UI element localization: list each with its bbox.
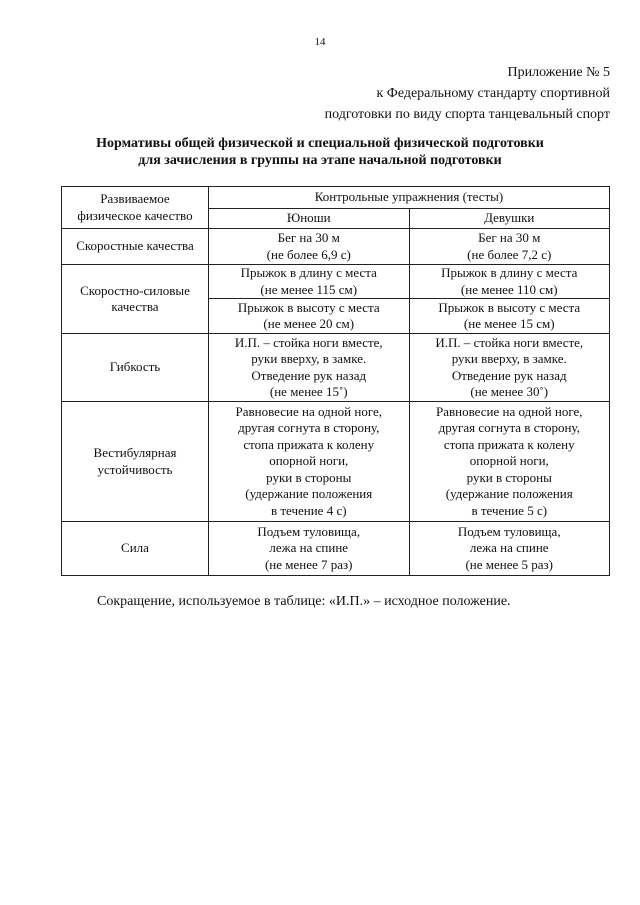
cell-line: Отведение рук назад bbox=[251, 367, 367, 383]
cell-line: (не менее 5 раз) bbox=[465, 556, 554, 572]
table-row bbox=[62, 229, 610, 265]
cell-line: Равновесие на одной ноге, bbox=[435, 403, 583, 419]
cell-line: Подъем туловища, bbox=[457, 523, 561, 539]
cell-line: лежа на спине bbox=[469, 540, 549, 556]
cell-line: Подъем туловища, bbox=[257, 523, 361, 539]
girls-cell bbox=[409, 334, 610, 402]
cell-line: (не менее 110 см) bbox=[460, 281, 558, 297]
header-text: Развиваемое bbox=[100, 191, 170, 206]
cell-line: (не более 7,2 с) bbox=[467, 246, 552, 262]
cell-line: лежа на спине bbox=[269, 540, 349, 556]
cell-line: (не менее 115 см) bbox=[260, 281, 358, 297]
cell-line: Равновесие на одной ноге, bbox=[235, 403, 383, 419]
page-number: 14 bbox=[314, 36, 326, 48]
cell-line: руки вверху, в замке. bbox=[251, 351, 367, 366]
boys-cell bbox=[209, 299, 410, 334]
cell-line: другая согнута в сторону, bbox=[438, 420, 580, 436]
cell-line: (не менее 15˚) bbox=[269, 384, 348, 399]
quality-cell: Гибкость bbox=[62, 334, 209, 402]
title-line: Нормативы общей физической и специальной физической подготовки bbox=[96, 136, 544, 151]
cell-line: руки вверху, в замке. bbox=[451, 351, 567, 366]
cell-line: Бег на 30 м bbox=[478, 230, 541, 245]
cell-line: Отведение рук назад bbox=[451, 367, 567, 383]
appendix-line: Приложение № 5 bbox=[507, 65, 610, 80]
cell-line: в течение 4 с) bbox=[270, 502, 347, 518]
cell-line: Бег на 30 м bbox=[277, 230, 340, 245]
document-title bbox=[0, 135, 640, 169]
cell-line: (не менее 30˚) bbox=[470, 384, 549, 399]
table-row bbox=[62, 265, 610, 299]
cell-line: (не менее 20 см) bbox=[263, 316, 355, 331]
cell-line: (не менее 15 см) bbox=[463, 316, 555, 331]
girls-cell bbox=[409, 402, 610, 522]
cell-line: Вестибулярная bbox=[93, 445, 177, 460]
boys-cell bbox=[209, 265, 410, 299]
header-quality-cell bbox=[62, 187, 209, 229]
header-boys-cell: Юноши bbox=[209, 209, 410, 229]
title-line: для зачисления в группы на этапе начальной подготовки bbox=[138, 153, 502, 168]
cell-line: другая согнута в сторону, bbox=[238, 420, 380, 436]
table-header-row bbox=[62, 187, 610, 209]
cell-line: в течение 5 с) bbox=[471, 502, 548, 518]
quality-cell bbox=[62, 265, 209, 334]
cell-line: (не более 6,9 с) bbox=[266, 246, 351, 262]
cell-line: опорной ноги, bbox=[469, 453, 549, 469]
quality-cell bbox=[62, 402, 209, 522]
header-tests-cell: Контрольные упражнения (тесты) bbox=[209, 187, 610, 209]
cell-line: И.П. – стойка ноги вместе, bbox=[234, 334, 383, 350]
quality-cell: Сила bbox=[62, 522, 209, 576]
header-girls-cell: Девушки bbox=[409, 209, 610, 229]
cell-line: И.П. – стойка ноги вместе, bbox=[435, 334, 584, 350]
cell-line: руки в стороны bbox=[466, 469, 552, 485]
header-text: физическое качество bbox=[77, 207, 193, 223]
cell-line: (удержание положения bbox=[245, 486, 373, 502]
boys-cell bbox=[209, 334, 410, 402]
boys-cell bbox=[209, 229, 410, 265]
cell-line: (удержание положения bbox=[445, 486, 573, 502]
appendix-line: подготовки по виду спорта танцевальный спорт bbox=[324, 107, 610, 122]
cell-line: руки в стороны bbox=[266, 469, 352, 485]
footnote: Сокращение, используемое в таблице: «И.П.» – исходное положение. bbox=[97, 594, 511, 609]
girls-cell bbox=[409, 522, 610, 576]
appendix-line: к Федеральному стандарту спортивной bbox=[376, 86, 610, 101]
cell-line: Скоростно-силовые bbox=[80, 282, 190, 298]
quality-cell: Скоростные качества bbox=[62, 229, 209, 265]
boys-cell bbox=[209, 522, 410, 576]
cell-line: устойчивость bbox=[97, 461, 173, 477]
cell-line: Прыжок в высоту с места bbox=[237, 299, 380, 315]
cell-line: опорной ноги, bbox=[269, 453, 349, 469]
cell-line: стопа прижата к колену bbox=[443, 436, 575, 452]
table-row bbox=[62, 522, 610, 576]
cell-line: Прыжок в длину с места bbox=[441, 265, 578, 280]
boys-cell bbox=[209, 402, 410, 522]
cell-line: стопа прижата к колену bbox=[243, 436, 375, 452]
standards-table bbox=[61, 186, 610, 576]
girls-cell bbox=[409, 299, 610, 334]
table-row bbox=[62, 402, 610, 522]
table-row bbox=[62, 334, 610, 402]
cell-line: Прыжок в высоту с места bbox=[438, 299, 581, 315]
girls-cell bbox=[409, 229, 610, 265]
cell-line: (не менее 7 раз) bbox=[264, 556, 353, 572]
appendix-header bbox=[325, 62, 610, 125]
girls-cell bbox=[409, 265, 610, 299]
cell-line: качества bbox=[111, 299, 159, 314]
cell-line: Прыжок в длину с места bbox=[240, 265, 377, 280]
